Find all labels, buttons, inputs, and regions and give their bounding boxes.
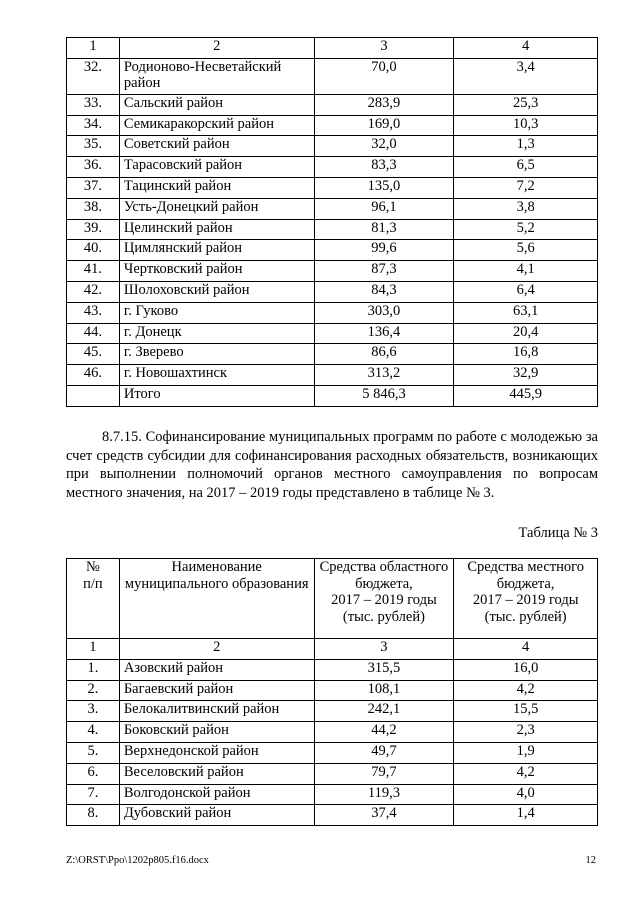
cell-number: 46. [67, 365, 120, 386]
cell-local-budget: 3,8 [454, 198, 598, 219]
table-row [67, 302, 598, 323]
cell-regional-budget: 83,3 [314, 157, 454, 178]
col-index-1: 1 [67, 639, 120, 660]
col-index-4: 4 [454, 38, 598, 59]
cell-municipality: Сальский район [119, 94, 314, 115]
header-regional-line1: Средства областного [319, 559, 449, 575]
cell-number: 45. [67, 344, 120, 365]
header-name [119, 559, 314, 639]
cell-regional-budget: 49,7 [314, 742, 454, 763]
cell-municipality: Родионово-Несветайский район [119, 58, 314, 94]
table-row [67, 805, 598, 826]
cell-municipality: Усть-Донецкий район [119, 198, 314, 219]
header-number [67, 559, 120, 639]
header-local-line3: 2017 – 2019 годы [472, 592, 579, 608]
cell-regional-budget: 313,2 [314, 365, 454, 386]
cell-regional-budget: 86,6 [314, 344, 454, 365]
cell-local-budget: 4,2 [454, 763, 598, 784]
cell-municipality: Азовский район [119, 659, 314, 680]
table-row [67, 784, 598, 805]
table-row [67, 680, 598, 701]
table-row [67, 219, 598, 240]
cell-number: 7. [67, 784, 120, 805]
cell-municipality: Тарасовский район [119, 157, 314, 178]
table-header-row [67, 559, 598, 639]
header-number-line1: № [86, 559, 100, 575]
table-3 [66, 558, 598, 826]
table-row [67, 177, 598, 198]
table-row [67, 240, 598, 261]
cell-regional-budget: 136,4 [314, 323, 454, 344]
table-row [67, 281, 598, 302]
table-row [67, 763, 598, 784]
cell-local-budget: 5,6 [454, 240, 598, 261]
cell-municipality: Тацинский район [119, 177, 314, 198]
table-total-row [67, 385, 598, 406]
cell-local-budget: 25,3 [454, 94, 598, 115]
table-row [67, 323, 598, 344]
cell-number: 34. [67, 115, 120, 136]
cell-local-budget: 1,9 [454, 742, 598, 763]
cell-regional-budget: 96,1 [314, 198, 454, 219]
cell-municipality: Белокалитвинский район [119, 701, 314, 722]
cell-local-budget: 6,4 [454, 281, 598, 302]
cell-municipality: Итого [119, 385, 314, 406]
cell-regional-budget: 84,3 [314, 281, 454, 302]
section-paragraph: 8.7.15. Софинансирование муниципальных программ по работе с молодежью за счет средств субсидии для софинансирования расходных обязательств, возникающих при выполнении полномочий органов местного самоуправления по вопросам местного значения, на 2017 – 2019 годы представлено в таблице № 3. [66, 429, 598, 501]
cell-local-budget: 1,3 [454, 136, 598, 157]
cell-municipality: Советский район [119, 136, 314, 157]
cell-number: 33. [67, 94, 120, 115]
table-row [67, 722, 598, 743]
cell-local-budget: 16,8 [454, 344, 598, 365]
cell-local-budget: 15,5 [454, 701, 598, 722]
cell-municipality: Чертковский район [119, 261, 314, 282]
cell-municipality: Верхнедонской район [119, 742, 314, 763]
header-regional [314, 559, 454, 639]
cell-municipality: Багаевский район [119, 680, 314, 701]
cell-local-budget: 63,1 [454, 302, 598, 323]
cell-number: 8. [67, 805, 120, 826]
cell-local-budget: 3,4 [454, 58, 598, 94]
footer-file-path: Z:\ORST\Ppo\1202p805.f16.docx [66, 855, 209, 866]
cell-local-budget: 4,2 [454, 680, 598, 701]
table-row [67, 198, 598, 219]
cell-local-budget: 10,3 [454, 115, 598, 136]
cell-local-budget: 4,1 [454, 261, 598, 282]
table-index-row [67, 38, 598, 59]
cell-number: 42. [67, 281, 120, 302]
cell-municipality: Волгодонской район [119, 784, 314, 805]
header-local [454, 559, 598, 639]
cell-number: 2. [67, 680, 120, 701]
col-index-3: 3 [314, 38, 454, 59]
cell-municipality: г. Гуково [119, 302, 314, 323]
cell-regional-budget: 87,3 [314, 261, 454, 282]
cell-municipality: Цимлянский район [119, 240, 314, 261]
cell-municipality: Веселовский район [119, 763, 314, 784]
cell-municipality: Семикаракорский район [119, 115, 314, 136]
header-number-line2: п/п [83, 575, 103, 592]
table-row [67, 742, 598, 763]
cell-number: 32. [67, 58, 120, 94]
col-index-2: 2 [119, 639, 314, 660]
header-name-line1: Наименование [171, 559, 262, 575]
table-index-row [67, 639, 598, 660]
table-row [67, 365, 598, 386]
cell-regional-budget: 32,0 [314, 136, 454, 157]
table-continuation [66, 37, 598, 407]
col-index-4: 4 [454, 639, 598, 660]
table-row [67, 115, 598, 136]
cell-regional-budget: 44,2 [314, 722, 454, 743]
cell-municipality: г. Зверево [119, 344, 314, 365]
cell-regional-budget: 303,0 [314, 302, 454, 323]
cell-number: 43. [67, 302, 120, 323]
cell-regional-budget: 135,0 [314, 177, 454, 198]
cell-number: 6. [67, 763, 120, 784]
header-regional-line4: (тыс. рублей) [342, 608, 425, 625]
cell-number: 37. [67, 177, 120, 198]
table-row [67, 94, 598, 115]
col-index-2: 2 [119, 38, 314, 59]
cell-regional-budget: 242,1 [314, 701, 454, 722]
cell-number: 35. [67, 136, 120, 157]
cell-municipality: Шолоховский район [119, 281, 314, 302]
table-row [67, 157, 598, 178]
cell-local-budget: 20,4 [454, 323, 598, 344]
cell-local-budget: 16,0 [454, 659, 598, 680]
table-caption: Таблица № 3 [518, 525, 598, 541]
cell-local-budget: 445,9 [454, 385, 598, 406]
cell-local-budget: 5,2 [454, 219, 598, 240]
header-name-line2: муниципального образования [124, 575, 309, 592]
header-regional-line3: 2017 – 2019 годы [331, 592, 437, 608]
cell-local-budget: 4,0 [454, 784, 598, 805]
cell-municipality: г. Новошахтинск [119, 365, 314, 386]
cell-number: 4. [67, 722, 120, 743]
header-regional-line2: бюджета, [355, 575, 413, 592]
cell-regional-budget: 119,3 [314, 784, 454, 805]
cell-local-budget: 1,4 [454, 805, 598, 826]
col-index-1: 1 [67, 38, 120, 59]
cell-regional-budget: 283,9 [314, 94, 454, 115]
cell-regional-budget: 169,0 [314, 115, 454, 136]
cell-number: 41. [67, 261, 120, 282]
cell-municipality: Целинский район [119, 219, 314, 240]
cell-local-budget: 7,2 [454, 177, 598, 198]
cell-local-budget: 32,9 [454, 365, 598, 386]
cell-municipality: Боковский район [119, 722, 314, 743]
cell-regional-budget: 81,3 [314, 219, 454, 240]
cell-number: 40. [67, 240, 120, 261]
cell-number: 39. [67, 219, 120, 240]
header-local-line1: Средства местного [467, 559, 584, 575]
cell-regional-budget: 37,4 [314, 805, 454, 826]
table-row [67, 136, 598, 157]
cell-number: 1. [67, 659, 120, 680]
cell-number: 3. [67, 701, 120, 722]
cell-regional-budget: 315,5 [314, 659, 454, 680]
cell-regional-budget: 79,7 [314, 763, 454, 784]
cell-number: 38. [67, 198, 120, 219]
table-row [67, 659, 598, 680]
cell-number: 5. [67, 742, 120, 763]
table-row [67, 261, 598, 282]
table-row [67, 58, 598, 94]
cell-municipality: г. Донецк [119, 323, 314, 344]
cell-regional-budget: 108,1 [314, 680, 454, 701]
table-row [67, 344, 598, 365]
cell-number: 36. [67, 157, 120, 178]
header-local-line2: бюджета, [496, 575, 555, 592]
cell-regional-budget: 70,0 [314, 58, 454, 94]
cell-municipality: Дубовский район [119, 805, 314, 826]
footer-page-number: 12 [585, 855, 596, 866]
header-local-line4: (тыс. рублей) [484, 608, 567, 625]
col-index-3: 3 [314, 639, 454, 660]
cell-regional-budget: 5 846,3 [314, 385, 454, 406]
cell-local-budget: 6,5 [454, 157, 598, 178]
cell-regional-budget: 99,6 [314, 240, 454, 261]
table-row [67, 701, 598, 722]
cell-number: 44. [67, 323, 120, 344]
cell-local-budget: 2,3 [454, 722, 598, 743]
cell-number [67, 385, 120, 406]
